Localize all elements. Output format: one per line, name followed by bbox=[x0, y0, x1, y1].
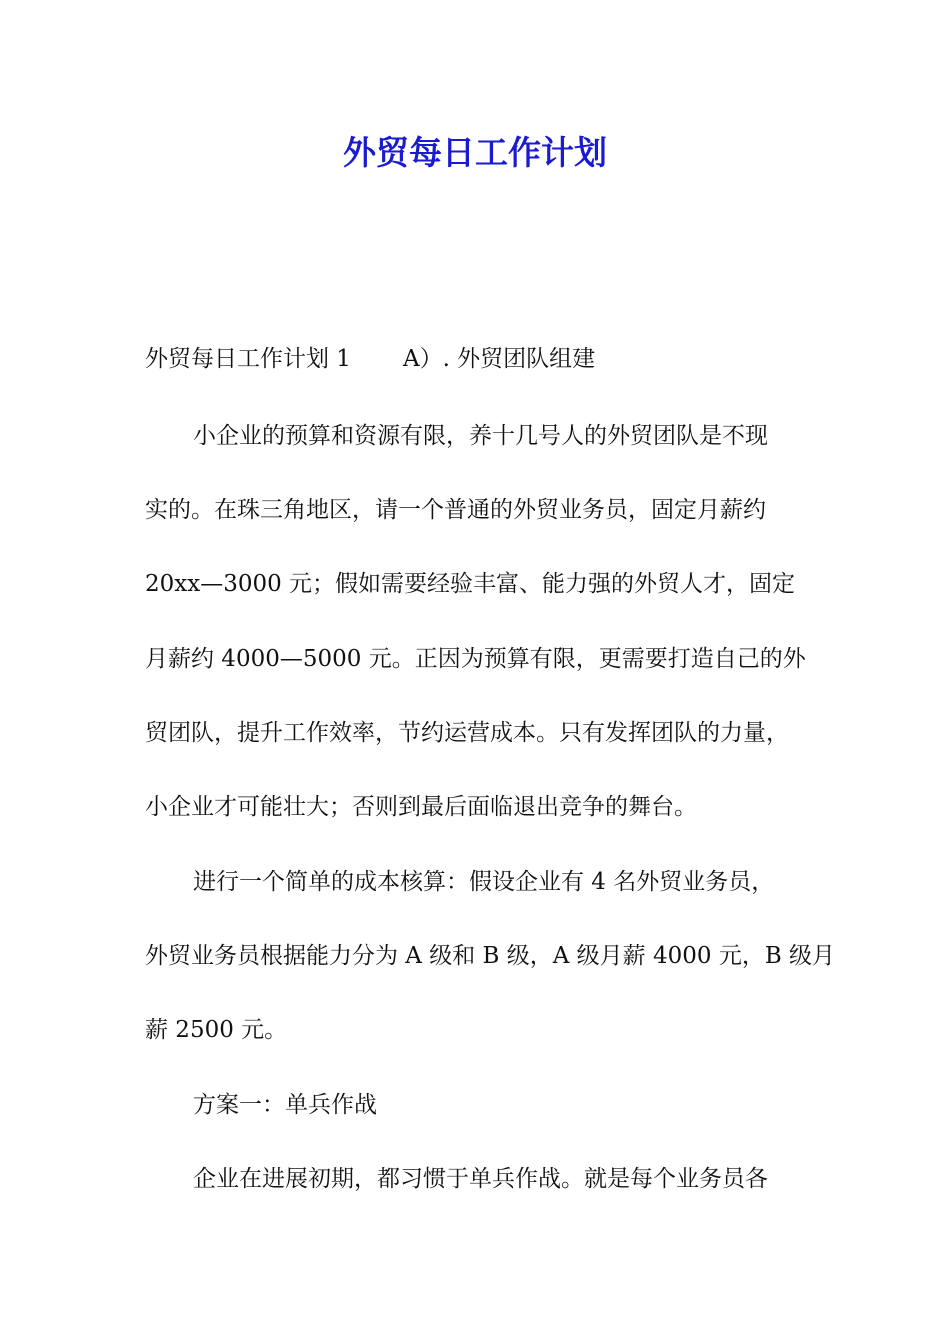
paragraph-line: 月薪约 4000—5000 元。正因为预算有限，更需要打造自己的外 bbox=[145, 646, 806, 672]
document-title: 外贸每日工作计划 bbox=[343, 133, 607, 172]
paragraph-line: 20xx—3000 元；假如需要经验丰富、能力强的外贸人才，固定 bbox=[145, 571, 796, 597]
paragraph-line: 小企业才可能壮大；否则到最后面临退出竞争的舞台。 bbox=[145, 794, 697, 820]
section-heading bbox=[145, 343, 845, 375]
paragraph-line: 企业在进展初期，都习惯于单兵作战。就是每个业务员各 bbox=[193, 1166, 768, 1192]
paragraph-line: 贸团队，提升工作效率，节约运营成本。只有发挥团队的力量， bbox=[145, 720, 789, 746]
section-heading-left: 外贸每日工作计划 1 bbox=[145, 346, 351, 372]
paragraph-line: 进行一个简单的成本核算：假设企业有 4 名外贸业务员， bbox=[193, 869, 775, 895]
section-heading-right: A）. 外贸团队组建 bbox=[402, 346, 596, 372]
paragraph-line: 方案一：单兵作战 bbox=[193, 1092, 377, 1118]
paragraph-line: 外贸业务员根据能力分为 A 级和 B 级，A 级月薪 4000 元，B 级月 bbox=[145, 943, 836, 969]
paragraph-line: 小企业的预算和资源有限，养十几号人的外贸团队是不现 bbox=[193, 423, 768, 449]
paragraph-line: 薪 2500 元。 bbox=[145, 1017, 288, 1043]
paragraph-line: 实的。在珠三角地区，请一个普通的外贸业务员，固定月薪约 bbox=[145, 497, 766, 523]
